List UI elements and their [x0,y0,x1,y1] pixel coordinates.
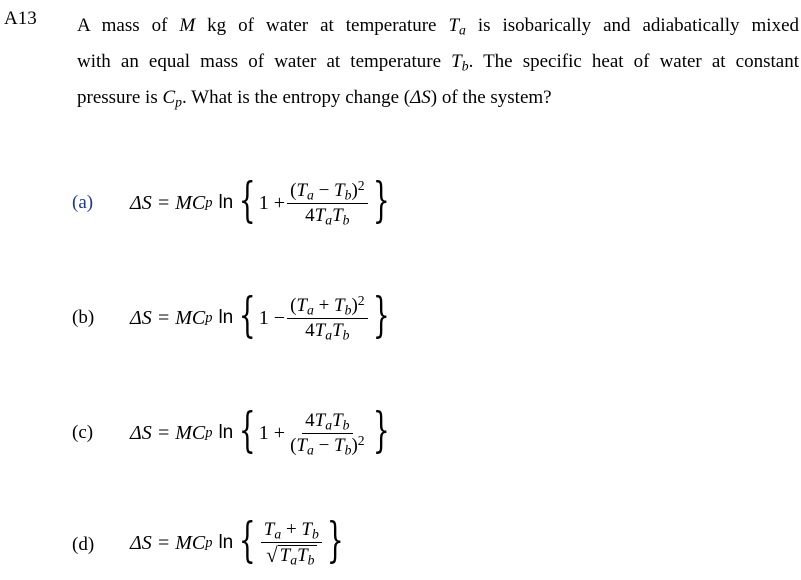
question-line-3: pressure is $C_p$. What is the entropy change (ΔS) of the system? [77,87,552,110]
question-text [77,8,799,116]
option-a-equation: ΔS = MC p ln { 1 + $\frac{(T_a - T_b)^2}{4T_aT_b}$ } [130,172,390,228]
option-c-fraction [287,410,368,457]
option-b-numerator: $(T_a + T_b)^2$ [287,295,368,319]
option-c-numerator: $4T_aT_b$ [302,410,352,434]
question-number: A13 [4,8,37,29]
option-d-denominator: √ $T_aT_b$ [266,542,315,567]
option-b-denominator: $4T_aT_b$ [305,319,350,342]
option-d-fraction [261,519,322,568]
option-c[interactable] [0,398,801,468]
option-d[interactable] [0,508,801,578]
question-line-2: with an equal mass of water at temperature $T_b$. The specific heat of water at constant [77,51,799,74]
option-a-denominator: $4T_aT_b$ [305,204,350,227]
option-c-denominator: $(T_a - T_b)^2$ [290,432,365,457]
option-a-numerator: $(T_a - T_b)^2$ [287,180,368,204]
option-b-label: (b) [72,307,95,328]
option-d-label: (d) [72,534,95,555]
option-d-numerator: $T_a + T_b$ [261,519,322,543]
option-b-fraction [287,292,368,342]
option-c-equation: ΔS = MC p ln { 1 + $\frac{4T_aT_b}{(T_a - T_b)^2}$ } [130,402,390,458]
option-a[interactable] [0,168,801,238]
option-b-equation: ΔS = MC p ln { 1 − $\frac{(T_a + T_b)^2}{4T_aT_b}$ } [130,287,390,343]
question-line-1: A mass of M kg of water at temperature $T_a$ is isobarically and adiabatically mixed [77,15,799,38]
option-d-equation: ΔS = MC p ln { $T_a + T_b$ √ $T_aT_b$ } [130,512,344,568]
option-a-label: (a) [72,192,94,213]
option-a-fraction [287,177,368,227]
option-c-label: (c) [72,422,94,443]
option-b[interactable] [0,283,801,353]
